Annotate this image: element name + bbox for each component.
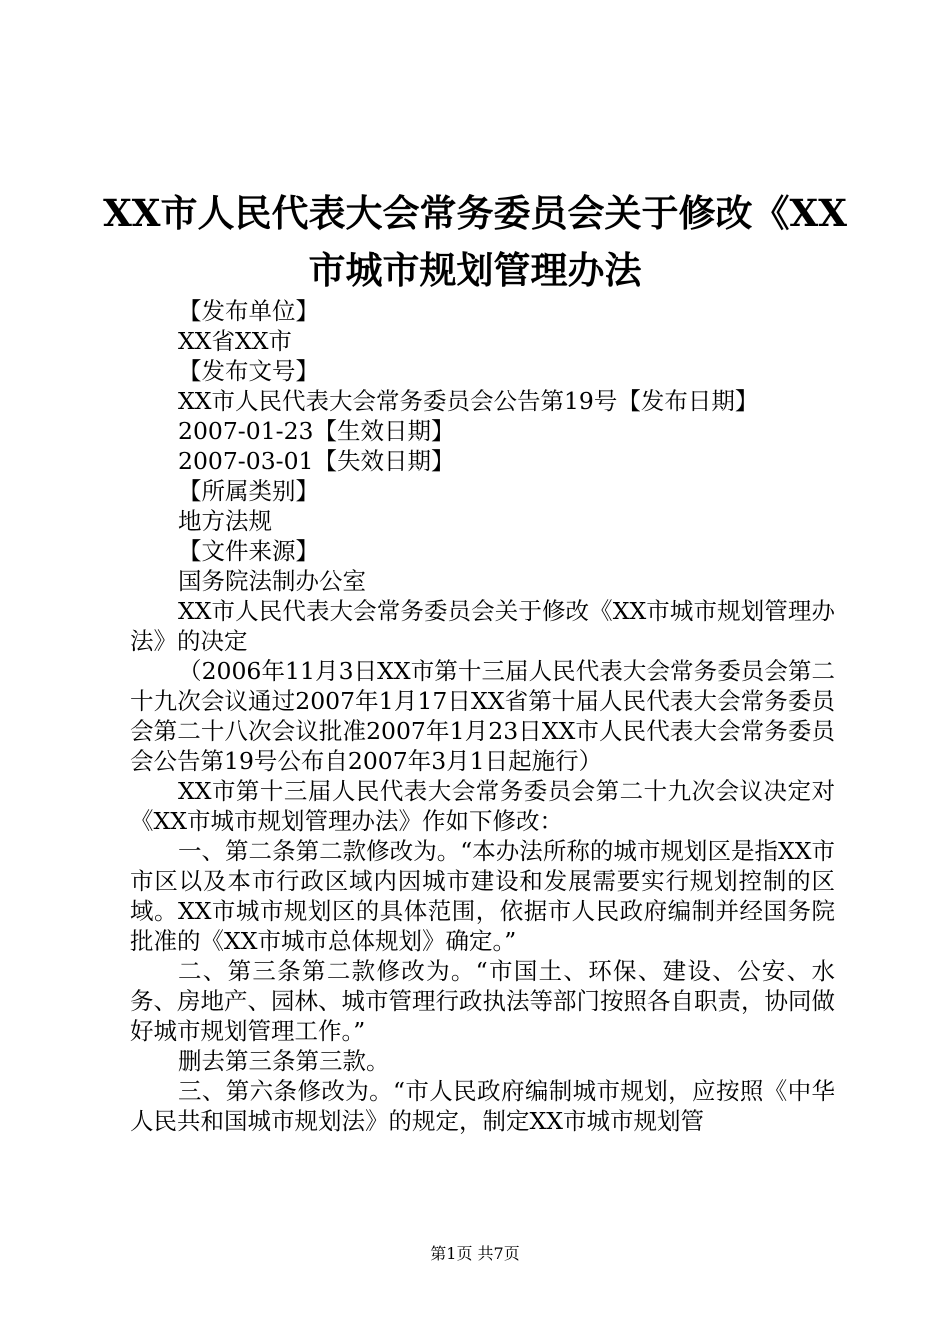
meta-label-publisher: 【发布单位】 — [178, 297, 319, 325]
meta-label-doc-number: 【发布文号】 — [178, 357, 319, 385]
meta-value-publish-date: 2007-01-23【生效日期】 — [178, 417, 455, 445]
page-footer: 第1页 共7页 — [430, 1244, 520, 1263]
document-title-line-2: 市城市规划管理办法 — [308, 248, 642, 292]
meta-value-publisher: XX省XX市 — [178, 327, 292, 355]
meta-value-doc-number: XX市人民代表大会常务委员会公告第19号【发布日期】 — [178, 387, 759, 415]
meta-value-effective-date: 2007-03-01【失效日期】 — [178, 447, 455, 475]
amendment-1-paragraph: 一、第二条第二款修改为。“本办法所称的城市规划区是指XX市市区以及本市行政区域内因城市建设和发展需要实行规划控制的区域。XX市城市规划区的具体范围，依据市人民政府编制并经国务院批准的《XX市城市总体规划》确定。” — [130, 837, 835, 955]
decision-heading-paragraph: XX市人民代表大会常务委员会关于修改《XX市城市规划管理办法》的决定 — [130, 597, 835, 655]
meta-value-category: 地方法规 — [178, 507, 272, 535]
document-body — [130, 296, 835, 1136]
decision-intro-paragraph: XX市第十三届人民代表大会常务委员会第二十九次会议决定对《XX市城市规划管理办法》作如下修改： — [130, 777, 835, 835]
amendment-3-paragraph: 三、第六条修改为。“市人民政府编制城市规划，应按照《中华人民共和国城市规划法》的规定，制定XX市城市规划管 — [130, 1077, 835, 1135]
document-title-line-1: XX市人民代表大会常务委员会关于修改《XX — [103, 191, 847, 235]
meta-value-source: 国务院法制办公室 — [178, 567, 366, 595]
adoption-note-paragraph: （2006年11月3日XX市第十三届人民代表大会常务委员会第二十九次会议通过2007年1月17日XX省第十届人民代表大会常务委员会第二十八次会议批准2007年1月23日XX市人民代表大会常务委员会公告第19号公布自2007年3月1日起施行） — [130, 657, 835, 775]
deletion-paragraph: 删去第三条第三款。 — [178, 1047, 390, 1075]
meta-label-source: 【文件来源】 — [178, 537, 319, 565]
meta-label-category: 【所属类别】 — [178, 477, 319, 505]
amendment-2-paragraph: 二、第三条第二款修改为。“市国土、环保、建设、公安、水务、房地产、园林、城市管理行政执法等部门按照各自职责，协同做好城市规划管理工作。” — [130, 957, 835, 1045]
